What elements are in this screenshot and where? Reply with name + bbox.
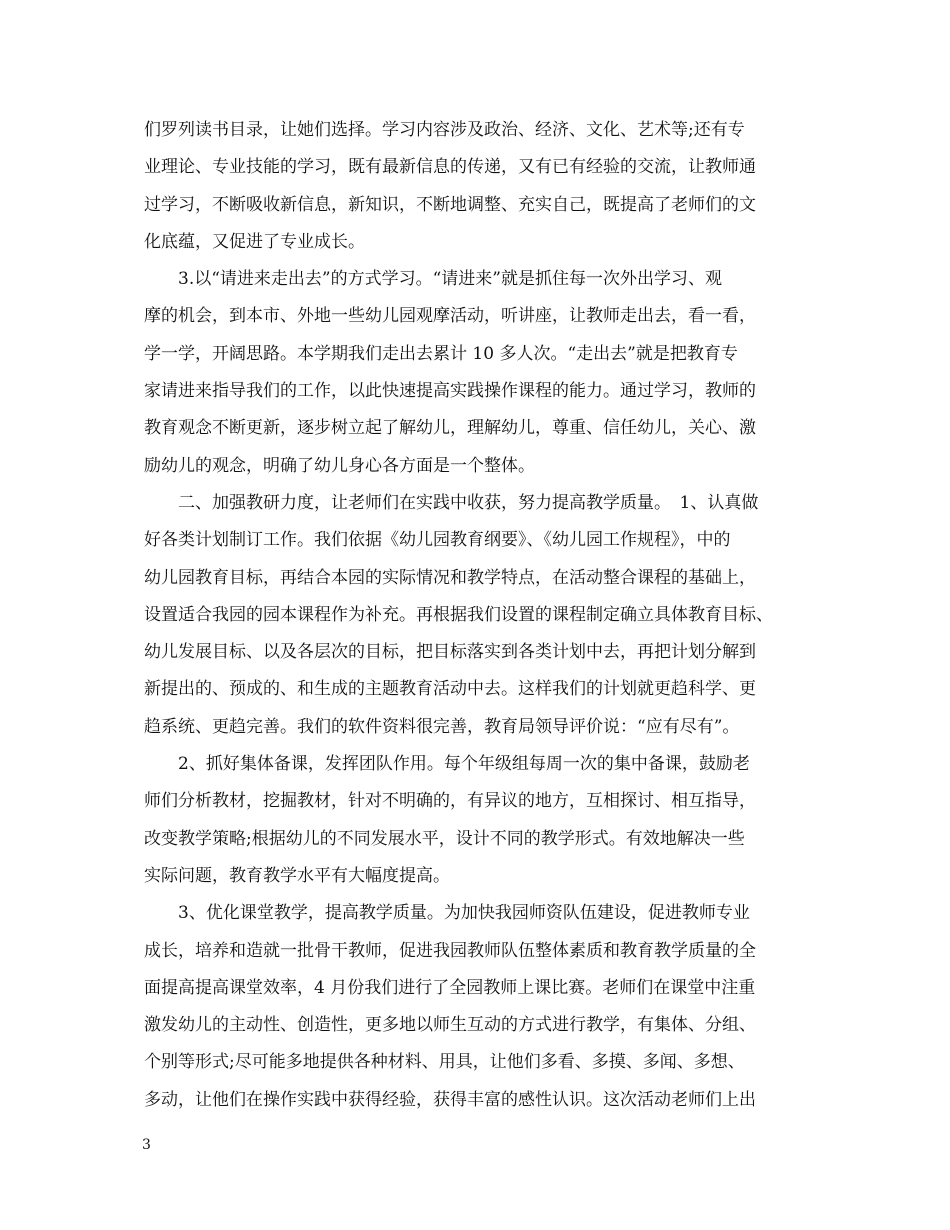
text-line: 改变教学策略;根据幼儿的不同发展水平，设计不同的教学形式。有效地解决一些 bbox=[144, 828, 745, 849]
body-text bbox=[144, 112, 824, 1119]
text-line: 3.以“请进来走出去”的方式学习。“请进来”就是抓住每一次外出学习、观 bbox=[144, 269, 722, 290]
text-line: 好各类计划制订工作。我们依据《幼儿园教育纲要》、《幼儿园工作规程》，中的 bbox=[144, 530, 731, 551]
text-line: 师们分析教材，挖掘教材，针对不明确的，有异议的地方，互相探讨、相互指导， bbox=[144, 791, 756, 812]
text-line: 面提高提高课堂效率，4 月份我们进行了全园教师上课比赛。老师们在课堂中注重 bbox=[144, 977, 756, 998]
text-line: 二、加强教研力度，让老师们在实践中收获，努力提高教学质量。 1、认真做 bbox=[144, 492, 759, 513]
text-line: 励幼儿的观念，明确了幼儿身心各方面是一个整体。 bbox=[144, 455, 535, 476]
text-line: 激发幼儿的主动性、创造性，更多地以师生互动的方式进行教学，有集体、分组、 bbox=[144, 1015, 756, 1036]
text-line: 实际问题，教育教学水平有大幅度提高。 bbox=[144, 865, 450, 886]
text-line: 趋系统、更趋完善。我们的软件资料很完善，教育局领导评价说：“应有尽有”。 bbox=[144, 716, 740, 737]
text-line: 过学习，不断吸收新信息，新知识，不断地调整、充实自己，既提高了老师们的文 bbox=[144, 194, 756, 215]
text-line: 成长，培养和造就一批骨干教师，促进我园教师队伍整体素质和教育教学质量的全 bbox=[144, 940, 756, 961]
text-line: 们罗列读书目录，让她们选择。学习内容涉及政治、经济、文化、艺术等;还有专 bbox=[144, 120, 745, 140]
text-line: 多动，让他们在操作实践中获得经验，获得丰富的感性认识。这次活动老师们上出 bbox=[144, 1089, 756, 1110]
text-line: 教育观念不断更新，逐步树立起了解幼儿，理解幼儿，尊重、信任幼儿，关心、激 bbox=[144, 418, 756, 439]
text-line: 摩的机会，到本市、外地一些幼儿园观摩活动，听讲座，让教师走出去，看一看， bbox=[144, 306, 756, 327]
text-line: 2、抓好集体备课，发挥团队作用。每个年级组每周一次的集中备课，鼓励老 bbox=[144, 754, 750, 775]
text-line: 新提出的、预成的、和生成的主题教育活动中去。这样我们的计划就更趋科学、更 bbox=[144, 679, 756, 700]
text-line: 个别等形式;尽可能多地提供各种材料、用具，让他们多看、多摸、多闻、多想、 bbox=[144, 1052, 745, 1073]
text-line: 设置适合我园的园本课程作为补充。再根据我们设置的课程制定确立具体教育目标、 bbox=[144, 604, 773, 625]
text-line: 学一学，开阔思路。本学期我们走出去累计 10 多人次。“走出去”就是把教育专 bbox=[144, 343, 738, 364]
text-line: 幼儿发展目标、以及各层次的目标，把目标落实到各类计划中去，再把计划分解到 bbox=[144, 642, 756, 663]
text-line: 幼儿园教育目标，再结合本园的实际情况和教学特点，在活动整合课程的基础上， bbox=[144, 567, 756, 588]
page-number: 3 bbox=[142, 1137, 151, 1153]
text-line: 化底蕴，又促进了专业成长。 bbox=[144, 231, 365, 252]
text-line: 家请进来指导我们的工作，以此快速提高实践操作课程的能力。通过学习，教师的 bbox=[144, 381, 756, 402]
text-line: 3、优化课堂教学，提高教学质量。为加快我园师资队伍建设，促进教师专业 bbox=[144, 903, 750, 924]
text-line: 业理论、专业技能的学习，既有最新信息的传递，又有已有经验的交流，让教师通 bbox=[144, 157, 756, 178]
